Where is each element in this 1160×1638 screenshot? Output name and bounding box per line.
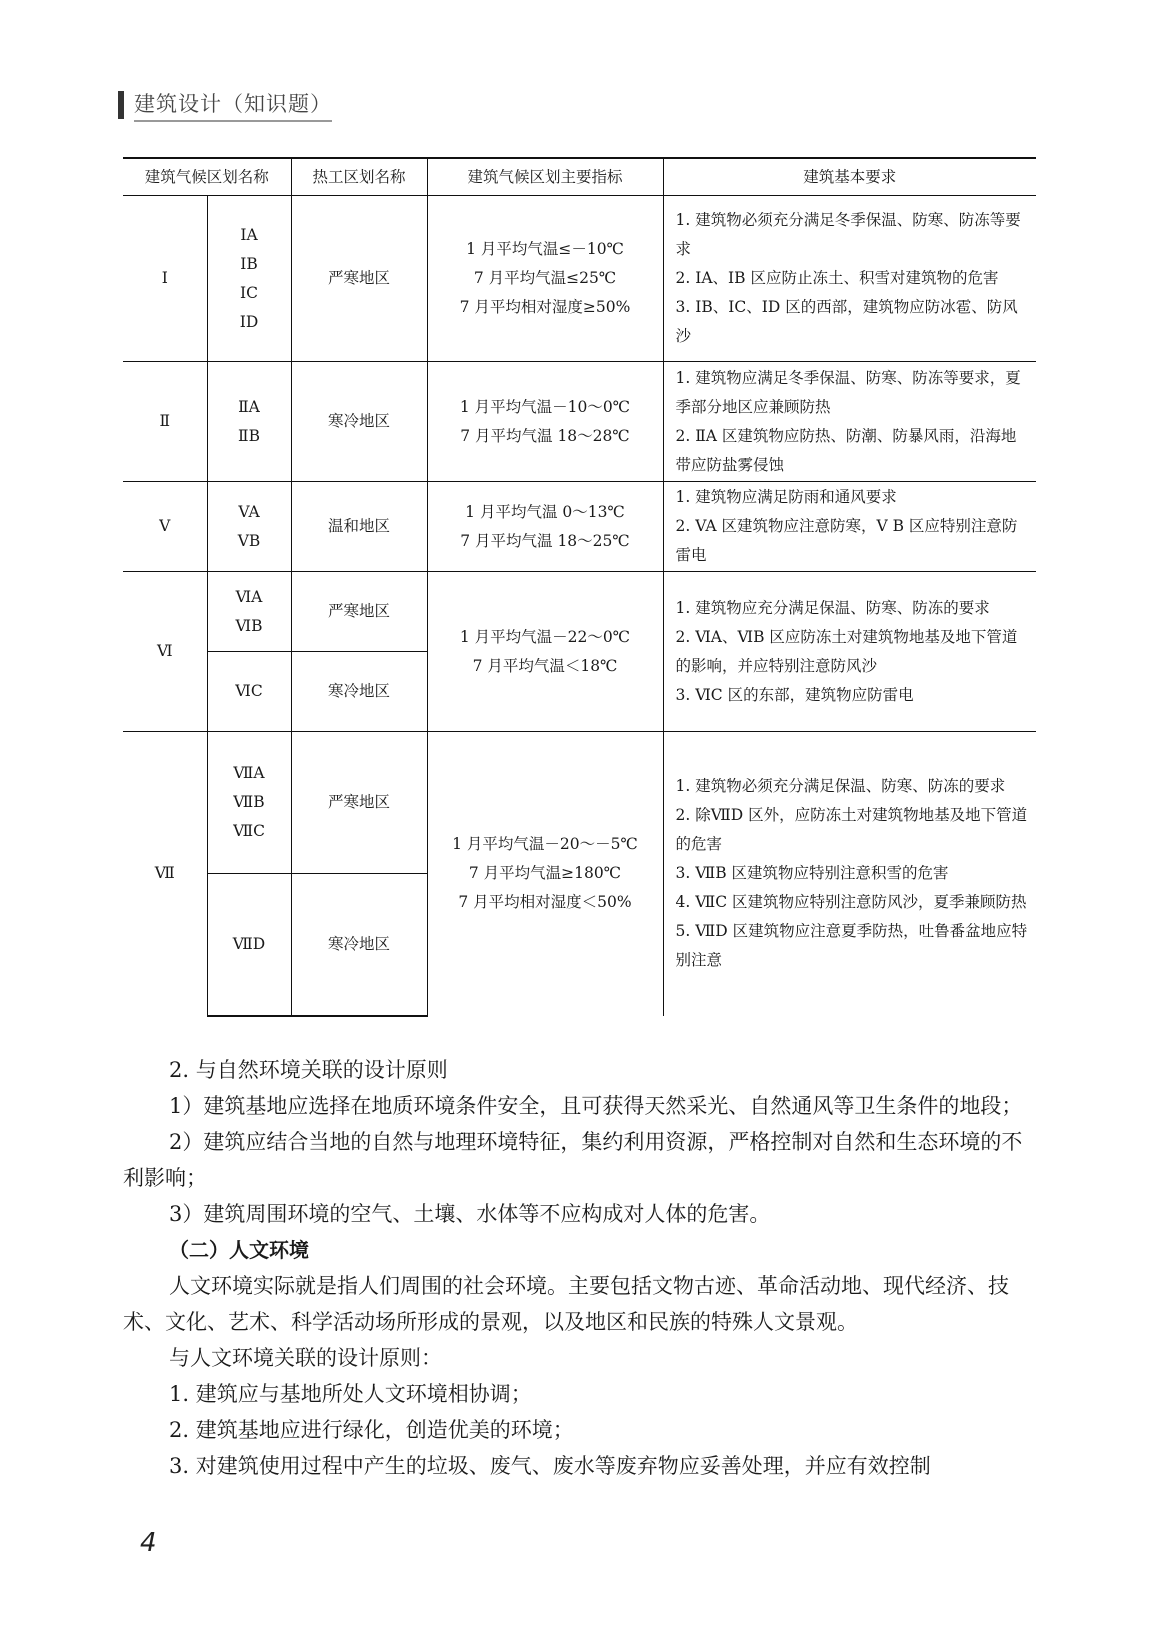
thermal-zone: 温和地区 — [291, 482, 427, 572]
paragraph: 3. 对建筑使用过程中产生的垃圾、废气、废水等废弃物应妥善处理，并应有效控制 — [169, 1454, 931, 1478]
thermal-zone: 寒冷地区 — [291, 874, 427, 1016]
subzone-codes: ⅦA ⅦB ⅦC — [207, 732, 291, 874]
requirements: 1. 建筑物应满足防雨和通风要求 2. VA 区建筑物应注意防寒，Ⅴ B 区应特别注意防雷电 — [663, 482, 1036, 572]
zone-name: Ⅴ — [123, 482, 207, 572]
subzone-codes: ⅥA ⅥB — [207, 572, 291, 652]
requirements: 1. 建筑物必须充分满足冬季保温、防寒、防冻等要求 2. ⅠA、ⅠB 区应防止冻土、积雪对建筑物的危害 3. ⅠB、ⅠC、ⅠD 区的西部，建筑物应防冰雹、防风沙 — [663, 196, 1036, 362]
header-title: 建筑设计（知识题） — [134, 88, 332, 122]
zone-name: Ⅰ — [123, 196, 207, 362]
paragraph: 2）建筑应结合当地的自然与地理环境特征，集约利用资源，严格控制对自然和生态环境的不利影响； — [123, 1130, 1023, 1190]
col-header-zone: 建筑气候区划名称 — [123, 158, 291, 196]
thermal-zone: 严寒地区 — [291, 196, 427, 362]
paragraph: 3）建筑周围环境的空气、土壤、水体等不应构成对人体的危害。 — [169, 1202, 771, 1226]
zone-name: Ⅶ — [123, 732, 207, 1016]
table-row — [123, 196, 1036, 362]
running-header — [118, 88, 332, 122]
body-text — [123, 1052, 1036, 1484]
thermal-zone: 寒冷地区 — [291, 652, 427, 732]
col-header-requirements: 建筑基本要求 — [663, 158, 1036, 196]
requirements: 1. 建筑物必须充分满足保温、防寒、防冻的要求 2. 除ⅦD 区外，应防冻土对建筑物地基及地下管道的危害 3. ⅦB 区建筑物应特别注意积雪的危害 4. ⅦC 区建筑物应特别注意防风沙，夏季兼顾防热 5. ⅦD 区建筑物应注意夏季防热，吐鲁番盆地应特别注意 — [663, 732, 1036, 1016]
subzone-codes: VA VB — [207, 482, 291, 572]
thermal-zone: 寒冷地区 — [291, 362, 427, 482]
paragraph: 人文环境实际就是指人们周围的社会环境。主要包括文物古迹、革命活动地、现代经济、技术、文化、艺术、科学活动场所形成的景观，以及地区和民族的特殊人文景观。 — [123, 1274, 1009, 1334]
indicators: 1 月平均气温 0～13℃ 7 月平均气温 18～25℃ — [427, 482, 663, 572]
table-header-row — [123, 158, 1036, 196]
thermal-zone: 严寒地区 — [291, 572, 427, 652]
subzone-codes: ⅡA ⅡB — [207, 362, 291, 482]
indicators: 1 月平均气温≤－10℃ 7 月平均气温≤25℃ 7 月平均相对湿度≥50% — [427, 196, 663, 362]
thermal-zone: 严寒地区 — [291, 732, 427, 874]
col-header-thermal: 热工区划名称 — [291, 158, 427, 196]
table-row — [123, 572, 1036, 652]
indicators: 1 月平均气温－22～0℃ 7 月平均气温＜18℃ — [427, 572, 663, 732]
requirements: 1. 建筑物应充分满足保温、防寒、防冻的要求 2. ⅥA、ⅥB 区应防冻土对建筑物地基及地下管道的影响，并应特别注意防风沙 3. ⅥC 区的东部，建筑物应防雷电 — [663, 572, 1036, 732]
indicators: 1 月平均气温－20～－5℃ 7 月平均气温≥180℃ 7 月平均相对湿度＜50% — [427, 732, 663, 1016]
subzone-codes: ⅥC — [207, 652, 291, 732]
header-bar — [118, 91, 124, 119]
paragraph: 2. 与自然环境关联的设计原则 — [169, 1058, 448, 1082]
table-row — [123, 482, 1036, 572]
requirements: 1. 建筑物应满足冬季保温、防寒、防冻等要求，夏季部分地区应兼顾防热 2. ⅡA 区建筑物应防热、防潮、防暴风雨，沿海地带应防盐雾侵蚀 — [663, 362, 1036, 482]
page-number: 4 — [140, 1528, 157, 1558]
zone-name: Ⅱ — [123, 362, 207, 482]
paragraph: 与人文环境关联的设计原则： — [169, 1346, 442, 1370]
indicators: 1 月平均气温－10～0℃ 7 月平均气温 18～28℃ — [427, 362, 663, 482]
paragraph: 1. 建筑应与基地所处人文环境相协调； — [169, 1382, 532, 1406]
subzone-codes: ⅠA ⅠB ⅠC ⅠD — [207, 196, 291, 362]
col-header-indicators: 建筑气候区划主要指标 — [427, 158, 663, 196]
paragraph: 1）建筑基地应选择在地质环境条件安全，且可获得天然采光、自然通风等卫生条件的地段； — [169, 1094, 1023, 1118]
zone-name: Ⅵ — [123, 572, 207, 732]
climate-zone-table — [123, 157, 1036, 1017]
section-heading: （二）人文环境 — [169, 1238, 309, 1262]
subzone-codes: ⅦD — [207, 874, 291, 1016]
paragraph: 2. 建筑基地应进行绿化，创造优美的环境； — [169, 1418, 574, 1442]
table-row — [123, 732, 1036, 874]
table-row — [123, 362, 1036, 482]
